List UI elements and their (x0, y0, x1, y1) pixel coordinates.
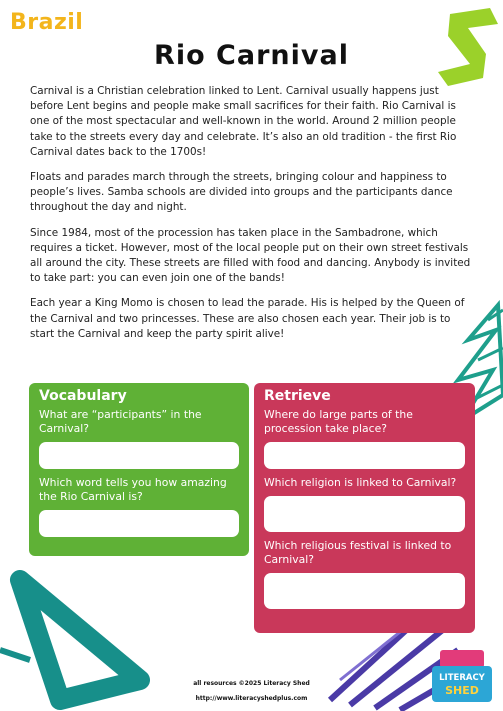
copyright-text: all resources ©2025 Literacy Shed (193, 680, 310, 687)
paragraph-2: Floats and parades march through the streets, bringing colour and happiness to people’s lives. Samba schools are divided into groups and the participants dance throughout the day and night. (30, 171, 453, 214)
literacy-shed-logo (428, 648, 496, 704)
page-title: Rio Carnival (154, 40, 349, 71)
retrieve-question-2: Which religion is linked to Carnival? (264, 476, 457, 489)
logo-line-1: LITERACY (439, 673, 485, 683)
paragraph-1: Carnival is a Christian celebration linked to Lent. Carnival usually happens just before Lent begins and people make small sacrifices for their faith. Rio Carnival is one of the most spectacular and well-known in the world. Around 2 million people take to the streets every day and celebrate. It’s also an old tradition - the first Rio Carnival dates back to the 1700s! (30, 85, 457, 158)
vocabulary-panel (29, 383, 249, 556)
vocabulary-answer-box-2[interactable] (39, 510, 239, 537)
retrieve-question-3: Which religious festival is linked to Carnival? (264, 539, 452, 566)
website-url: http://www.literacyshedplus.com (195, 695, 308, 702)
logo-line-2: SHED (445, 684, 479, 697)
retrieve-answer-box-1[interactable] (264, 442, 465, 469)
retrieve-panel (254, 383, 475, 633)
retrieve-answer-box-3[interactable] (264, 573, 465, 609)
retrieve-answer-box-2[interactable] (264, 496, 465, 532)
vocabulary-question-2: Which word tells you how amazing the Rio Carnival is? (39, 476, 227, 503)
paragraph-3: Since 1984, most of the procession has taken place in the Sambadrone, which requires a ticket. However, most of the local people put on their own street festivals all around the city. These streets are filled with food and dancing. Anybody is invited to take part: you can even join one of the bands! (30, 226, 471, 285)
teal-triangle-decoration (0, 560, 150, 711)
retrieve-question-1: Where do large parts of the procession take place? (264, 408, 413, 435)
retrieve-heading: Retrieve (264, 388, 331, 404)
paragraph-4: Each year a King Momo is chosen to lead the parade. His is helped by the Queen of the Carnival and two princesses. These are also chosen each year. Their job is to start the Carnival and keep the party spirit alive! (30, 297, 465, 340)
country-tag: Brazil (10, 10, 84, 35)
vocabulary-heading: Vocabulary (39, 388, 127, 404)
article-body (30, 84, 475, 352)
vocabulary-answer-box-1[interactable] (39, 442, 239, 469)
vocabulary-question-1: What are “participants” in the Carnival? (39, 408, 202, 435)
